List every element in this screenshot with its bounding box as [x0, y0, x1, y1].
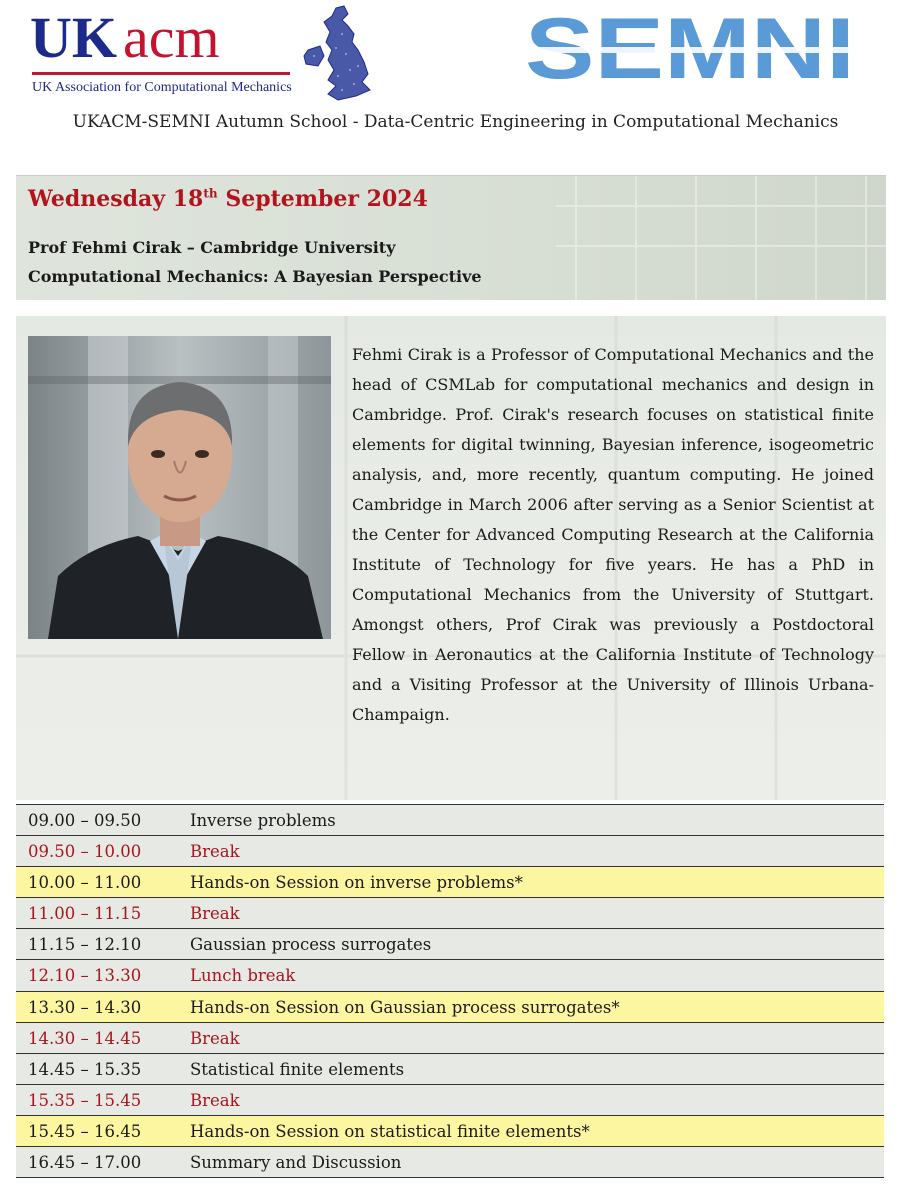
schedule-title: Break: [190, 842, 240, 862]
session-date: [28, 186, 428, 212]
schedule-title: Break: [190, 1028, 240, 1048]
school-title: UKACM-SEMNI Autumn School - Data-Centric Engineering in Computational Mechanics: [72, 112, 839, 132]
ukacm-subtitle: UK Association for Computational Mechanics: [32, 80, 292, 95]
schedule-title: Statistical finite elements: [190, 1059, 405, 1079]
banner-background-decoration: [556, 176, 886, 300]
schedule-row: [16, 867, 884, 898]
schedule-time: 09.00 – 09.50: [28, 811, 142, 830]
speaker-name: Prof Fehmi Cirak – Cambridge University: [28, 238, 396, 257]
schedule-title: Gaussian process surrogates: [190, 935, 432, 955]
schedule-time: 11.15 – 12.10: [28, 935, 142, 955]
ukacm-underline: [32, 72, 290, 75]
schedule-time: 11.00 – 11.15: [28, 904, 142, 924]
schedule-time: 14.45 – 15.35: [28, 1059, 142, 1079]
semni-wordmark: SEMNI: [525, 12, 855, 88]
schedule-title: Break: [190, 904, 240, 924]
speaker-photo: [28, 336, 331, 639]
date-suffix: September 2024: [217, 186, 428, 212]
schedule-row: [16, 1085, 884, 1116]
schedule-time: 16.45 – 17.00: [28, 1153, 142, 1173]
schedule-time: 09.50 – 10.00: [28, 842, 142, 862]
schedule-time: 12.10 – 13.30: [28, 966, 142, 986]
schedule-row: [16, 898, 884, 929]
schedule-row: [16, 960, 884, 991]
ukacm-wordmark: [30, 5, 220, 70]
schedule-row: [16, 1147, 884, 1178]
schedule-time: 13.30 – 14.30: [28, 997, 142, 1017]
schedule-title: Hands-on Session on statistical finite elements*: [190, 1121, 590, 1141]
schedule-time: 15.45 – 16.45: [28, 1121, 142, 1141]
date-superscript: th: [203, 186, 218, 201]
schedule-row: [16, 1054, 884, 1085]
schedule-time: 14.30 – 14.45: [28, 1028, 142, 1048]
speaker-bio: Fehmi Cirak is a Professor of Computational Mechanics and the head of CSMLab for computational mechanics and design in Cambridge. Prof. Cirak's research focuses on statistical finite elements for digital twinning, Bayesian inference, isogeometric analysis, and, more recently, quantum computing. He joined Cambridge in March 2006 after serving as a Senior Scientist at the Center for Advanced Computing Research at the California Institute of Technology for five years. He has a PhD in Computational Mechanics from the University of Stuttgart. Amongst others, Prof Cirak was previously a Postdoctoral Fellow in Aeronautics at the California Institute of Technology and a Visiting Professor at the University of Illinois Urbana-Champaign.: [352, 345, 874, 724]
ukacm-uk-text: UK: [30, 5, 117, 70]
schedule-row: [16, 929, 884, 960]
date-prefix: Wednesday 18: [28, 186, 204, 212]
schedule-time: 15.35 – 15.45: [28, 1090, 142, 1110]
speaker-portrait-illustration: [28, 336, 331, 639]
schedule-title: Summary and Discussion: [190, 1153, 402, 1173]
header: [0, 0, 911, 150]
schedule-row: [16, 836, 884, 867]
schedule-table: [16, 804, 884, 1178]
schedule-title: Hands-on Session on Gaussian process surrogates*: [190, 997, 620, 1017]
schedule-row: [16, 805, 884, 836]
semni-logo: [522, 12, 858, 88]
schedule-title: Inverse problems: [190, 811, 336, 830]
schedule-title: Hands-on Session on inverse problems*: [190, 873, 523, 893]
bio-panel: [16, 316, 886, 800]
schedule-row: [16, 992, 884, 1023]
schedule-title: Break: [190, 1090, 240, 1110]
ukacm-acm-text: acm: [123, 5, 220, 70]
session-banner: [16, 175, 886, 300]
schedule-time: 10.00 – 11.00: [28, 873, 142, 893]
schedule-row: [16, 1023, 884, 1054]
ukacm-logo: [30, 5, 370, 104]
talk-title: Computational Mechanics: A Bayesian Perspective: [28, 267, 482, 286]
schedule-title: Lunch break: [190, 966, 296, 986]
schedule-row: [16, 1116, 884, 1147]
uk-map-icon: [298, 4, 378, 104]
